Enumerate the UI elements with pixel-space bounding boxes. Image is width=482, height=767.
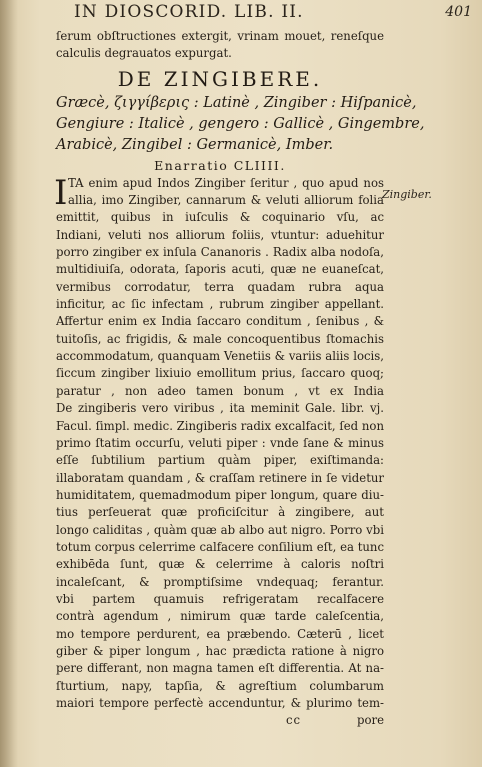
text-line: paratur , non adeo tamen bonum , vt ex India — [56, 383, 384, 398]
text-line: multidiuiſa, odorata, ſaporis acuti, quæ ne euaneſcat, — [56, 262, 384, 277]
text-line: accommodatum, quanquam Venetiis & variis aliis locis, — [56, 349, 384, 364]
text-line: maiori tempore perfectè accenduntur, & plurimo tem- — [56, 696, 384, 710]
text-line: illaboratam quandam , & craſſam retinere in ſe videtur — [56, 470, 384, 485]
text-line: Indiani, veluti nos alliorum foliis, vtuntur: aduehitur — [56, 227, 384, 242]
text-line: totum corpus celerrime calfacere conſilium eſt, ea tunc — [56, 539, 384, 554]
text-line: emittit, quibus in iuſculis & coquinario vſu, ac — [56, 210, 384, 225]
text-line: ſturtium, napy, tapſia, & agreſtium columbarum — [56, 678, 384, 693]
text-line: longo caliditas , quàm quæ ab albo aut nigro. Porro vbi — [56, 522, 384, 537]
text-line: TA enim apud Indos Zingiber ſeritur , quo apud nos — [68, 175, 384, 190]
text-line: tuitoſis, ac frigidis, & male concoquentibus ſtomachis — [56, 331, 384, 346]
commentary-body — [54, 172, 384, 730]
margin-note: Zingiber. — [382, 188, 432, 201]
text-line: calculis degrauatos expurgat. — [56, 46, 232, 61]
names-line: Arabicè, Zingibel : Germanicè, Imber. — [56, 136, 334, 153]
text-line: incaleſcant, & promptiſsime vndequaq; ferantur. — [56, 574, 384, 589]
text-block — [54, 28, 425, 730]
drop-cap: I — [54, 172, 68, 213]
text-line: porro zingiber ex inſula Cananoris . Radix alba nodoſa, — [56, 245, 384, 260]
text-line: ſerum obſtructiones extergit, vrinam mouet, reneſque — [56, 29, 384, 43]
text-line: primo ſtatim occurſu, veluti piper : vnde ſane & minus — [56, 435, 384, 450]
text-line: exhibēda ſunt, quæ & celerrime à caloris noſtri — [56, 557, 384, 572]
text-line: ſiccum zingiber lixiuio emollitum prius, ſaccaro quoq; — [56, 366, 384, 381]
signature-mark: cc — [286, 713, 302, 728]
text-line: Facul. ſimpl. medic. Zingiberis radix excalfacit, ſed non — [56, 418, 384, 433]
text-line: contrà agendum , nimirum quæ tarde caleſcentia, — [56, 609, 384, 624]
text-line: Affertur enim ex India ſaccaro conditum , ſenibus , & — [56, 314, 384, 329]
text-line: inficitur, ac ſic infectam , rubrum zingiber appellant. — [56, 297, 384, 312]
names-line: Gengiure : Italicè , gengero : Gallicè , Gingembre, — [56, 115, 425, 132]
text-line: giber & piper longum , hac prædicta ratione à nigro — [56, 643, 384, 658]
enarratio-heading: Enarratio CLIIII. — [154, 157, 286, 173]
page-header — [74, 2, 474, 26]
text-line: eſſe ſubtilium partium quàm piper, exiſtimanda: — [56, 453, 384, 468]
catchword: pore — [356, 713, 384, 728]
gutter-shadow — [0, 0, 18, 767]
names-line: Græcè, ζιγγίβερις : Latinè , Zingiber : Hiſpanicè, — [56, 94, 417, 111]
text-line: allia, imo Zingiber, cannarum & veluti alliorum folia — [68, 193, 384, 208]
text-line: vbi partem quamuis refrigeratam recalfacere — [56, 591, 384, 606]
text-line: De zingiberis vero viribus , ita meminit Gale. libr. vj. — [56, 401, 384, 416]
text-line: pere differant, non magna tamen eſt differentia. At na- — [56, 661, 384, 676]
text-line: vermibus corrodatur, terra quadam rubra aqua — [56, 279, 384, 294]
text-line: humiditatem, quemadmodum piper longum, quare diu- — [56, 487, 384, 502]
catchline-row — [56, 712, 384, 729]
text-line: tius perſeuerat quæ proficiſcitur à zingibere, aut — [56, 505, 384, 520]
page-number: 401 — [445, 4, 472, 20]
text-line: mo tempore perdurent, ea præbendo. Cæterū , licet — [56, 626, 384, 641]
section-title: DE ZINGIBERE. — [117, 66, 323, 91]
running-head: IN DIOSCORID. LIB. II. — [74, 2, 304, 22]
